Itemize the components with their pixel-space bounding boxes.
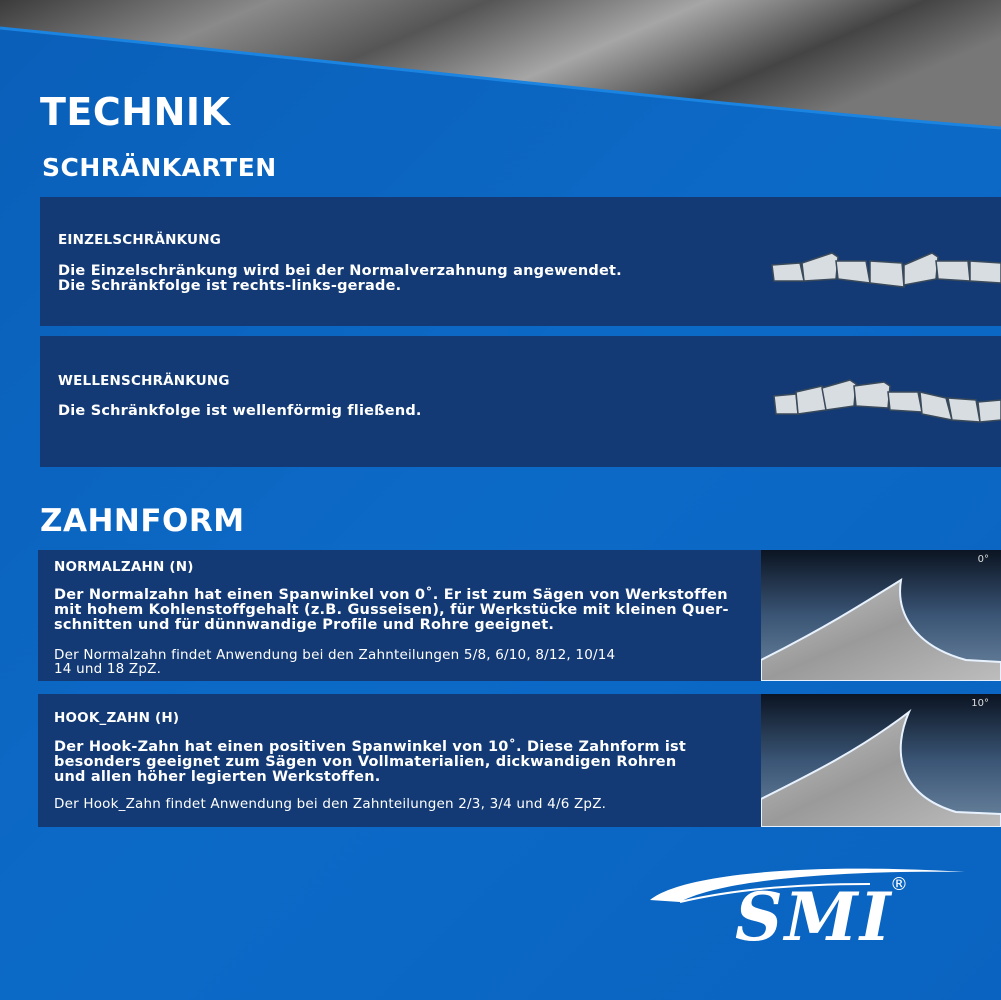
tooth-image-normalzahn [761, 550, 1001, 681]
angle-label: 10° [971, 698, 989, 709]
panel-wellenschraenkung [40, 336, 1001, 467]
panel-note: Der Hook_Zahn findet Anwendung bei den Zahnteilungen 2/3, 3/4 und 4/6 ZpZ. [54, 796, 607, 812]
page-title: TECHNIK [40, 90, 231, 134]
panel-text: Der Hook-Zahn hat einen positiven Spanwinkel von 10˚. Diese Zahnform ist besonders geeignet zum Sägen von Vollmaterialien, dickwandigen Rohren und allen höher legierten Werkstoffen. [54, 739, 687, 785]
panel-title: NORMALZAHN (N) [54, 559, 194, 575]
wave-set-teeth-icon [772, 376, 1001, 431]
panel-title: EINZELSCHRÄNKUNG [58, 232, 221, 248]
panel-text: Der Normalzahn hat einen Spanwinkel von 0˚. Er ist zum Sägen von Werkstoffen mit hohem Kohlenstoffgehalt (z.B. Gusseisen), für Werkstücke mit kleinen Quer- schnitten und für dünnwandige Profile und Rohre geeignet. [54, 587, 729, 633]
smi-logo [640, 860, 970, 960]
single-set-teeth-icon [770, 247, 1001, 297]
panel-hookzahn [38, 694, 1001, 827]
panel-title: WELLENSCHRÄNKUNG [58, 373, 230, 389]
panel-text: Die Schränkfolge ist wellenförmig fließend. [58, 403, 422, 419]
panel-title: HOOK_ZAHN (H) [54, 710, 180, 726]
section-title-schraenkarten: SCHRÄNKARTEN [42, 153, 277, 182]
tooth-image-hookzahn [761, 694, 1001, 827]
panel-einzelschraenkung [40, 197, 1001, 326]
section-title-zahnform: ZAHNFORM [40, 503, 245, 539]
logo-text: SMI [735, 878, 893, 956]
panel-note: Der Normalzahn findet Anwendung bei den Zahnteilungen 5/8, 6/10, 8/12, 10/14 14 und 18 ZpZ. [54, 647, 616, 677]
panel-normalzahn [38, 550, 1001, 681]
registered-mark: ® [890, 874, 908, 895]
angle-label: 0° [977, 554, 989, 565]
panel-text: Die Einzelschränkung wird bei der Normalverzahnung angewendet. Die Schränkfolge ist rechts-links-gerade. [58, 263, 622, 294]
